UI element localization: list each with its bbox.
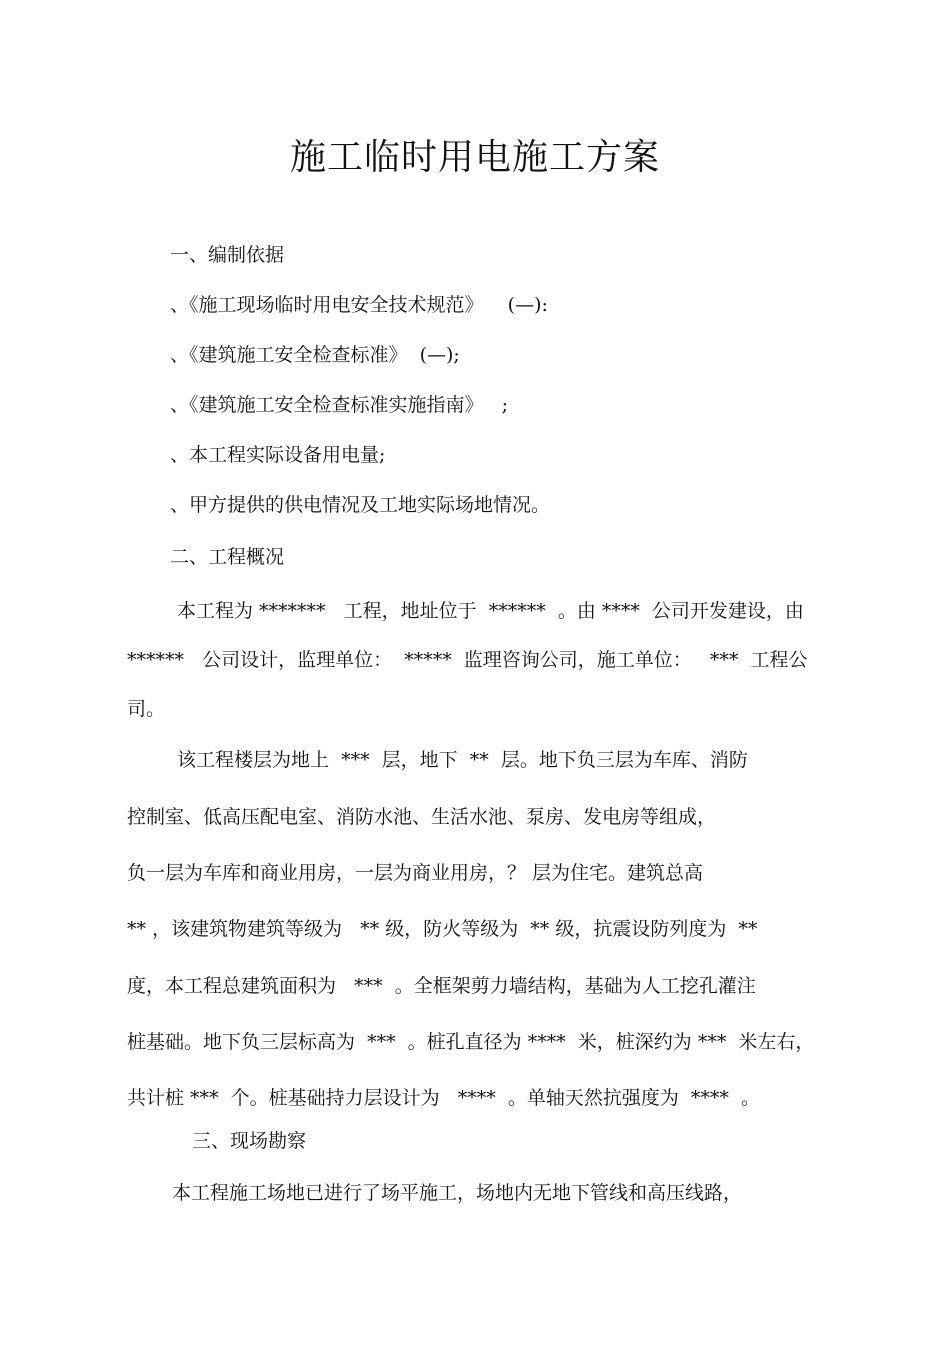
- section-heading-survey: 三、现场勘察: [192, 1130, 307, 1152]
- overview-para2-line: ** ，该建筑物建筑等级为 ** 级，防火等级为 ** 级，抗震设防列度为 **: [127, 918, 758, 940]
- section-heading-overview: 二、工程概况: [170, 546, 285, 568]
- basis-item: 、《施工现场临时用电安全技术规范》 (—):: [170, 294, 548, 316]
- basis-item: 、《建筑施工安全检查标准》 (—);: [170, 344, 460, 366]
- overview-para1-line: ****** 公司设计，监理单位： ***** 监理咨询公司，施工单位： *** 工程公: [127, 649, 808, 671]
- survey-para: 本工程施工场地已进行了场平施工，场地内无地下管线和高压线路，: [172, 1182, 743, 1204]
- overview-para2-line: 共计桩 *** 个。桩基础持力层设计为 **** 。单轴天然抗强度为 **** 。: [127, 1087, 760, 1109]
- basis-item: 、甲方提供的供电情况及工地实际场地情况。: [170, 494, 551, 516]
- overview-para2-line: 桩基础。地下负三层标高为 *** 。桩孔直径为 **** 米，桩深约为 *** 米左右，: [127, 1031, 815, 1053]
- overview-para2-line: 该工程楼层为地上 *** 层，地下 ** 层。地下负三层为车库、消防: [177, 749, 748, 771]
- section-heading-basis: 一、编制依据: [170, 244, 285, 266]
- overview-para2-line: 负一层为车库和商业用房，一层为商业用房，？ 层为住宅。建筑总高: [127, 862, 704, 884]
- overview-para1-line: 本工程为 ******* 工程，地址位于 ****** 。由 **** 公司开发建设，由: [177, 600, 804, 622]
- basis-item: 、本工程实际设备用电量;: [170, 444, 386, 466]
- overview-para1-line: 司。: [127, 698, 166, 720]
- basis-item: 、《建筑施工安全检查标准实施指南》 ;: [170, 394, 509, 416]
- overview-para2-line: 控制室、低高压配电室、消防水池、生活水池、泵房、发电房等组成，: [127, 806, 717, 828]
- overview-para2-line: 度，本工程总建筑面积为 *** 。全框架剪力墙结构，基础为人工挖孔灌注: [127, 975, 756, 997]
- document-title: 施工临时用电施工方案: [289, 137, 660, 178]
